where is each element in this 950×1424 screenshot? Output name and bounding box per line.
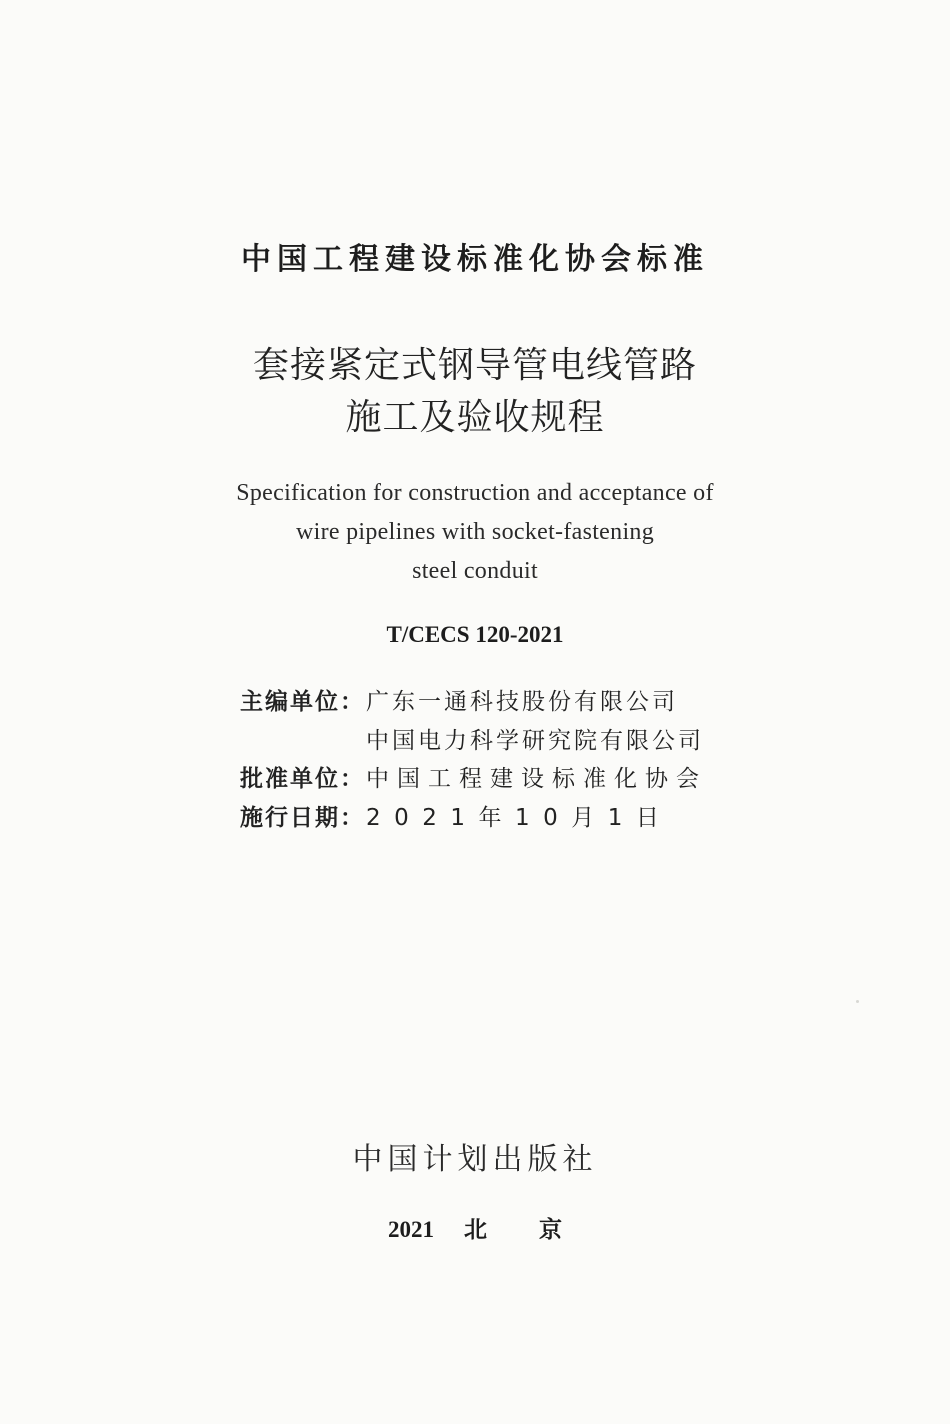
- chief-editor-row: [240, 683, 707, 722]
- standard-code: T/CECS 120-2021: [386, 622, 564, 647]
- chief-editor-label: 主编单位：: [240, 689, 365, 715]
- publisher-name: 中国计划出版社: [352, 1142, 598, 1177]
- publication-place: [0, 1214, 950, 1246]
- title-en-line-2: wire pipelines with socket-fastening: [295, 519, 655, 545]
- document-title-cn: [0, 340, 950, 444]
- title-en-line-3: steel conduit: [412, 558, 538, 584]
- title-cn-line-2: 施工及验收规程: [345, 397, 605, 438]
- approver: 中国工程建设标准化协会: [366, 766, 707, 792]
- title-en-line-1: Specification for construction and acceptance of: [236, 480, 714, 506]
- issuance-info: [240, 683, 707, 837]
- chief-editor-row-2: [240, 722, 707, 761]
- approver-label: 批准单位：: [240, 766, 365, 792]
- publication-year: 2021: [388, 1217, 434, 1242]
- document-title-en: [0, 474, 950, 591]
- chief-editor-2: 中国电力科学研究院有限公司: [366, 727, 704, 754]
- effective-date-row: [240, 799, 707, 838]
- effective-date: 2021年10月1日: [366, 804, 673, 831]
- standard-series-title: 中国工程建设标准化协会标准: [241, 242, 709, 277]
- chief-editor-1: 广东一通科技股份有限公司: [366, 689, 678, 715]
- effective-date-label: 施行日期：: [240, 804, 365, 831]
- approver-row: [240, 760, 707, 799]
- publication-city-char-1: 北: [464, 1217, 487, 1242]
- paper-speck: [856, 1000, 859, 1003]
- title-cn-line-1: 套接紧定式钢导管电线管路: [252, 345, 697, 386]
- publication-city-char-2: 京: [539, 1217, 562, 1242]
